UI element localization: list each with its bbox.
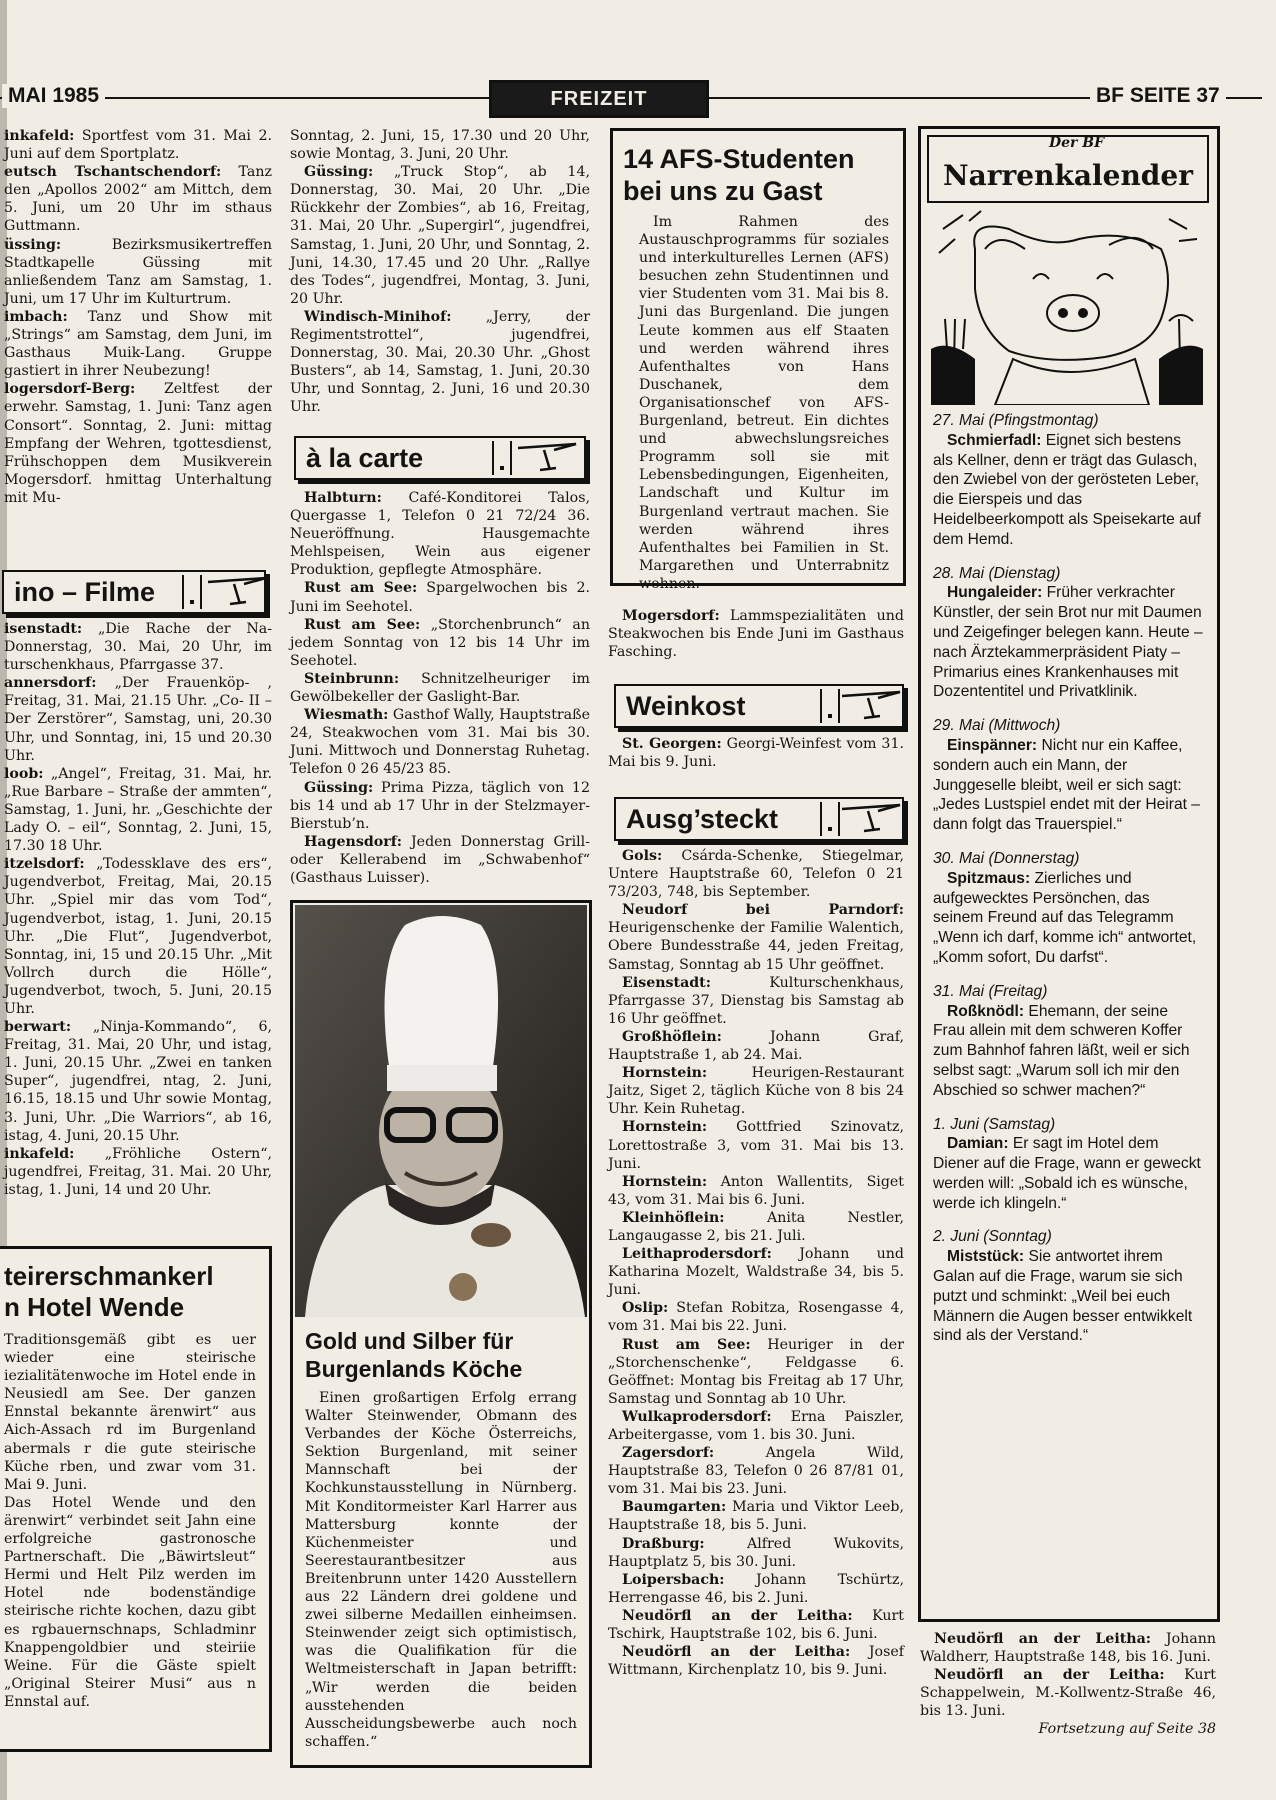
restaurant-entry: Rust am See: „Storchenbrunch“ an jedem Sonntag von 12 bis 14 Uhr im Seehotel. xyxy=(290,616,590,669)
masthead-logo: Narrenkalender xyxy=(943,159,1193,192)
article-body: Traditionsgemäß gibt es uer wieder eine steirische iezialitätenwoche im Hotel ende in Neusiedl am See. Der ganzen Ennstal bekannte ärenwirt“ aus Aich-Assach rd im Burgenland abermals r die gute steirische Küche rben, und zwar vom 31. Mai 9. Juni. Das Hotel Wende und den ärenwirt“ verbindet seit Jahn eine erfolgreiche gastronosche Partnerschaft. Die „Bäwirtsleut“ Hermi und Helt Pilz werden im Hotel nde bodenständige steirische richte kochen, dazu gibt es rgbauernschnaps, Schladminr Knappengoldbier und steiriie Weine. Für die Gäste spielt „Original Steirer Musi“ aus n Ennstal auf. xyxy=(4,1332,256,1710)
wine-entry: St. Georgen: Georgi-Weinfest vom 31. Mai bis 9. Juni. xyxy=(608,736,904,771)
article-title: 14 AFS-Studenten bei uns zu Gast xyxy=(623,144,855,206)
heuriger-entry: Loipersbach: Johann Tschürtz, Herrengasse 46, bis 2. Juni. xyxy=(608,1571,904,1606)
article-title: Gold und Silber für Burgenlands Köche xyxy=(305,1328,523,1382)
column-1-filme xyxy=(4,620,272,1199)
film-entry: isenstadt: „Die Rache der Na- Donnerstag, 30. Mai, 20 Uhr, im turschenkhaus, Pfarrgasse 37. xyxy=(4,621,272,674)
heuriger-entry: Rust am See: Heuriger in der „Storchenschenke“, Feldgasse 6. Geöffnet: Montag bis Freitag ab 17 Uhr, Samstag und Sonntag ab 10 Uhr. xyxy=(608,1336,904,1407)
calendar-day: 1. Juni (Samstag) xyxy=(933,1115,1056,1133)
event-entry: Güssing: „Truck Stop“, ab 14, Donnerstag, 30. Mai, 20 Uhr. „Die Rückkehr der Zombies“, ab 16, Freitag, 31. Mai, 20 Uhr. „Supergirl“, jugendfrei, Samstag, 1. Juni, 20 Uhr, und Sonntag, 2. Juni, 14.30, 17.45 und 20 Uhr. „Rallye des Todes“, jugendfrei, Montag, 3. Juni, 20 Uhr. xyxy=(290,164,590,307)
pen-icon xyxy=(838,801,908,837)
heuriger-entry: Neudörfl an der Leitha: Kurt Schappelwein, M.-Kollwentz-Straße 46, bis 13. Juni. xyxy=(920,1667,1217,1720)
heuriger-entry: Baumgarten: Maria und Viktor Leeb, Hauptstraße 18, bis 5. Juni. xyxy=(608,1499,904,1534)
calendar-day: 28. Mai (Dienstag) xyxy=(933,564,1061,582)
header-section-label: FREIZEIT xyxy=(489,80,709,118)
column-3-ausgsteckt xyxy=(608,847,904,1679)
heuriger-entry: Großhöflein: Johann Graf, Hauptstraße 1, ab 24. Mai. xyxy=(608,1028,904,1064)
column-4-bottom xyxy=(920,1630,1216,1739)
event-entry: Windisch-Minihof: „Jerry, der Regimentstrottel“, jugendfrei, Donnerstag, 30. Mai, 20.30 Uhr. „Ghost Busters“, ab 14, Samstag, 1. Juni, 20.30 Uhr, und Sonntag, 2. Juni, 16 und 20.30 Uhr. xyxy=(290,308,590,416)
film-entry: loob: „Angel“, Freitag, 31. Mai, hr. „Rue Barbare – Straße der ammten“, Samstag, 1. Juni, hr. „Geschichte der Lady O. – eil“, Sonntag, 2. Juni, 15, 17.30 18 Uhr. xyxy=(4,765,272,855)
heuriger-entry: Hornstein: Heurigen-Restaurant Jaitz, Siget 2, täglich Küche von 8 bis 24 Uhr. Kein Ruhetag. xyxy=(608,1065,904,1118)
heuriger-entry: Neudörfl an der Leitha: Josef Wittmann, Kirchenplatz 10, bis 9. Juni. xyxy=(608,1644,905,1679)
article-title: teirerschmankerl n Hotel Wende xyxy=(4,1261,214,1322)
continued-note: Fortsetzung auf Seite 38 xyxy=(1038,1721,1216,1738)
event-entry: inkafeld: Sportfest vom 31. Mai 2. Juni auf dem Sportplatz. xyxy=(4,128,272,163)
heuriger-entry: Wulkaprodersdorf: Erna Paiszler, Arbeitergasse, vom 1. bis 30. Juni. xyxy=(608,1408,904,1443)
pen-icon xyxy=(514,440,584,476)
calendar-entry: Einspänner: Nicht nur ein Kaffee, sondern auch ein Mann, der Junggeselle bleibt, weil er sich sagt: „Jedes Lustspiel endet mit der Heirat – dann folgt das Trauerspiel.“ xyxy=(933,736,1200,834)
film-entry: berwart: „Ninja-Kommando“, 6, Freitag, 31. Mai, 20 Uhr, und istag, 1. Juni, 20.15 Uhr. „Zwei en tanken Super“, jugendfrei, ntag, 2. Juni, 16.15, 18.15 und Uhr sowie Montag, 3. Juni, Uhr. „Die Warriors“, ab 16, istag, 4. Juni, 20.15 Uhr. xyxy=(4,1019,272,1144)
film-entry: inkafeld: „Fröhliche Ostern“, jugendfrei, Freitag, 31. Mai. 20 Uhr, istag, 1. Juni, 14 und 20 Uhr. xyxy=(4,1145,272,1198)
calendar-entry: Spitzmaus: Zierliches und aufgewecktes Persönchen, das seinem Freund auf das Telegramm „Wenn ich darf, komme ich“ antwortet, „Komm sofort, Du darfst“. xyxy=(933,869,1197,966)
restaurant-entry: Güssing: Prima Pizza, täglich von 12 bis 14 und ab 17 Uhr in der Stelzmayer-Bierstub’n. xyxy=(290,779,590,832)
section-header-ausgsteckt xyxy=(614,797,904,841)
section-header-a-la-carte xyxy=(294,436,586,480)
article-body: Einen großartigen Erfolg errang Walter Steinwender, Obmann des Verbandes der Köche Österreichs, Sektion Burgenland, mit seiner Mannschaft bei der Kochkunstausstellung in Nürnberg. Mit Konditormeister Karl Harrer aus Mattersburg konnte der Küchenmeister und Seerestaurantbesitzer aus Breitenbrunn unter 1420 Ausstellern aus 22 Ländern drei goldene und zwei silberne Medaillen einheimsen. Steinwender zeigt sich optimistisch, was die Qualifikation für die Weltmeisterschaft in Japan betrifft: „Wir werden die beiden ausstehenden Ausscheidungsbewerbe auch noch schaffen.“ xyxy=(305,1390,577,1750)
section-header-weinkost xyxy=(614,684,904,728)
article-body: Im Rahmen des Austauschprogramms für soziales und interkulturelles Lernen (AFS) besuchen zehn Studentinnen und vier Studenten vom 31. Mai bis 8. Juni das Burgenland. Die jungen Leute kommen aus elf Staaten und werden während ihres Aufenthaltes von Hans Duschanek, dem Organisationschef von AFS-Burgenland, betreut. Ein dichtes und abwechslungsreiches Programm soll sie mit Lebensbedingungen, Eigenheiten, Landschaft und Kultur im Burgenland vertraut machen. Sie werden während ihres Aufenthaltes bei Familien in St. Margarethen und Unterrabnitz wohnen. xyxy=(639,214,889,592)
calendar-day: 27. Mai (Pfingstmontag) xyxy=(933,412,1099,429)
heuriger-entry: Gols: Csárda-Schenke, Stiegelmar, Untere Hauptstraße 60, Telefon 0 21 73/203, 748, bis September. xyxy=(608,848,904,901)
calendar-entry: Schmierfadl: Eignet sich bestens als Kellner, denn er trägt das Gulasch, den Zwiebel von der gerösteten Leber, die Eierspeis und das Heidelbeerkompott als Speisekarte auf dem Hemd. xyxy=(933,431,1201,548)
calendar-day: 29. Mai (Mittwoch) xyxy=(933,717,1061,735)
pen-icon xyxy=(204,574,274,610)
event-entry: Sonntag, 2. Juni, 15, 17.30 und 20 Uhr, sowie Montag, 3. Juni, 20 Uhr. xyxy=(290,128,590,163)
header-page-number: BF SEITE 37 xyxy=(1090,84,1226,108)
calendar-entry: Hungaleider: Früher verkrachter Künstler, der sein Brot nur mit Daumen und Zeigefinger belegen kann. Heute – nach Ärztekammerpräsident Piaty – Primarius eines Krankenhauses mit Dozententitel und Privatklinik. xyxy=(933,584,1203,701)
chef-photo xyxy=(295,905,587,1317)
restaurant-entry: Hagensdorf: Jeden Donnerstag Grill- oder Kellerabend im „Schwabenhof“ (Gasthaus Luisser). xyxy=(290,833,590,886)
heuriger-entry: Oslip: Stefan Robitza, Rosengasse 4, vom 31. Mai bis 22. Juni. xyxy=(608,1300,904,1335)
column-3-mogersdorf xyxy=(608,607,904,661)
film-entry: itzelsdorf: „Todessklave des ers“, Jugendverbot, Freitag, Mai, 20.15 Uhr. „Spiel mir das vom Tod“, Jugendverbot, istag, 1. Juni, 20.15 Uhr. „Die Flut“, Jugendverbot, Sonntag, ini, 15 und 20.15 Uhr. „Mit Vollrch durch die Hölle“, Jugendverbot, twoch, 5. Juni, 20.15 Uhr. xyxy=(4,856,272,1017)
heuriger-entry: Kleinhöflein: Anita Nestler, Langaugasse 2, bis 21. Juli. xyxy=(608,1209,904,1244)
calendar-day: 31. Mai (Freitag) xyxy=(933,982,1048,1000)
restaurant-entry: Mogersdorf: Lammspezialitäten und Steakwochen bis Ende Juni im Gasthaus Fasching. xyxy=(608,608,904,661)
restaurant-entry: Wiesmath: Gasthof Wally, Hauptstraße 24, Steakwochen vom 31. Mai bis 30. Juni. Mittwoch und Donnerstag Ruhetag. Telefon 0 26 45/23 85. xyxy=(290,707,591,778)
article-box-gold-und-silber xyxy=(290,900,592,1768)
heuriger-entry: Hornstein: Gottfried Szinovatz, Lorettostraße 3, vom 31. Mai bis 13. Juni. xyxy=(608,1119,904,1172)
column-1-events xyxy=(4,127,272,507)
masthead-small: Der BF xyxy=(1049,135,1105,151)
pig-illustration xyxy=(929,209,1205,405)
section-title: à la carte xyxy=(306,443,424,473)
article-box-afs-studenten xyxy=(610,128,906,592)
section-title: ino – Filme xyxy=(14,577,156,607)
restaurant-entry: Steinbrunn: Schnitzelheuriger im Gewölbekeller der Gaslight-Bar. xyxy=(290,670,590,706)
calendar-entry: Roßknödl: Ehemann, der seine Frau allein mit dem schweren Koffer zum Bahnhof fahren läßt, weil er sich selbst sagt: „Warum soll ich mir den Abschied so schwer machen?“ xyxy=(933,1002,1190,1099)
restaurant-entry: Halbturn: Café-Konditorei Talos, Quergasse 1, Telefon 0 21 72/24 36. Neueröffnung. Hausgemachte Mehlspeisen, Wein aus eigener Produktion, gepflegte Atmosphäre. xyxy=(290,490,590,579)
section-header-kino-filme xyxy=(2,570,266,614)
column-3-weinkost xyxy=(608,735,904,771)
section-title: Ausg’steckt xyxy=(626,804,779,834)
narrenkalender-box xyxy=(918,126,1220,1622)
heuriger-entry: Draßburg: Alfred Wukovits, Hauptplatz 5, bis 30. Juni. xyxy=(608,1535,904,1570)
pen-icon xyxy=(838,688,908,724)
calendar-day: 2. Juni (Sonntag) xyxy=(933,1228,1052,1246)
section-title: Weinkost xyxy=(626,691,746,721)
film-entry: annersdorf: „Der Frauenköp- , Freitag, 31. Mai, 21.15 Uhr. „Co- II – Der Zerstörer“, Samstag, uni, 20.30 Uhr, und Sonntag, ini, 15 und 20.30 Uhr. xyxy=(4,675,272,764)
heuriger-entry: Neudörfl an der Leitha: Johann Waldherr, Hauptstraße 148, bis 16. Juni. xyxy=(920,1631,1216,1666)
narrenkalender-masthead xyxy=(927,135,1209,203)
event-entry: imbach: Tanz und Show mit „Strings“ am Samstag, dem Juni, im Gasthaus Muik-Lang. Gruppe gastiert in ihrer Neubezung! xyxy=(4,308,272,380)
heuriger-entry: Neudorf bei Parndorf: Heurigenschenke der Familie Walentich, Obere Bundesstraße 44, jeden Freitag, Samstag, Sonntag ab 15 Uhr geöffnet. xyxy=(608,902,904,973)
calendar-entry: Miststück: Sie antwortet ihrem Galan auf die Frage, warum sie sich putzt und schminkt: „Weil bei euch Männern die Augen besser entwikkelt sind als der Verstand.“ xyxy=(933,1248,1193,1345)
article-box-steirerschmankerl xyxy=(0,1246,272,1752)
heuriger-entry: Neudörfl an der Leitha: Kurt Tschirk, Hauptstraße 102, bis 6. Juni. xyxy=(608,1607,905,1643)
calendar-entry: Damian: Er sagt im Hotel dem Diener auf die Frage, wann er geweckt werden will: „Sobald ich es wünsche, werde ich klingeln.“ xyxy=(933,1135,1201,1212)
event-entry: üssing: Bezirksmusikertreffen Stadtkapelle Güssing mit anließendem Tanz am Samstag, 1. Juni, um 17 Uhr im Kulturtrum. xyxy=(4,236,272,307)
header-date: MAI 1985 xyxy=(2,84,105,108)
event-entry: eutsch Tschantschendorf: Tanz den „Apollos 2002“ am Mittch, dem 5. Juni, um 20 Uhr im sthaus Guttmann. xyxy=(4,164,272,235)
narrenkalender-entries xyxy=(933,411,1203,1346)
heuriger-entry: Zagersdorf: Angela Wild, Hauptstraße 83, Telefon 0 26 87/81 01, vom 31. Mai bis 23. Juni. xyxy=(608,1445,904,1498)
heuriger-entry: Leithaprodersdorf: Johann und Katharina Mozelt, Waldstraße 34, bis 5. Juni. xyxy=(608,1246,904,1299)
column-2-a-la-carte xyxy=(290,489,590,887)
event-entry: logersdorf-Berg: Zeltfest der erwehr. Samstag, 1. Juni: Tanz agen Consort“. Sonntag, 2. Juni: mittag Empfang der Wehren, tgottesdienst, Frühschoppen dem Musikverein Mogersdorf. hmittag Unterhaltung mit Mu- xyxy=(4,381,272,506)
column-2-events xyxy=(290,127,590,417)
calendar-day: 30. Mai (Donnerstag) xyxy=(933,849,1080,867)
heuriger-entry: Eisenstadt: Kulturschenkhaus, Pfarrgasse 37, Dienstag bis Samstag ab 16 Uhr geöffnet. xyxy=(608,974,904,1027)
heuriger-entry: Hornstein: Anton Wallentits, Siget 43, vom 31. Mai bis 6. Juni. xyxy=(608,1173,904,1208)
restaurant-entry: Rust am See: Spargelwochen bis 2. Juni im Seehotel. xyxy=(290,580,590,615)
